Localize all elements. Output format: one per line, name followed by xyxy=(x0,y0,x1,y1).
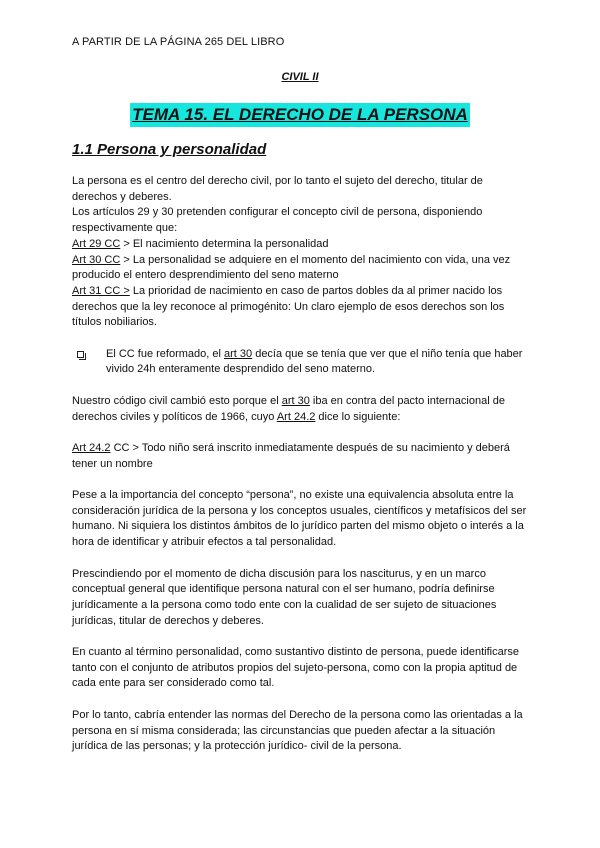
article-30-line xyxy=(72,253,528,284)
spacer xyxy=(72,692,528,708)
spacer xyxy=(72,378,528,394)
article-30-text: > La personalidad se adquiere en el momento del nacimiento con vida, una vez producido el entero desprendimiento del seno materno xyxy=(72,253,511,282)
article-242-line xyxy=(72,441,528,472)
article-29-line xyxy=(72,237,528,253)
document-body xyxy=(72,174,528,755)
paragraph-personality: En cuanto al término personalidad, como sustantivo distinto de persona, puede identificarse tanto con el conjunto de atributos propios del sujeto-persona, como con la propia aptitud de cada ente para ser considerado como tal. xyxy=(72,646,519,690)
topic-title: TEMA 15. EL DERECHO DE LA PERSONA xyxy=(130,103,470,127)
article-31-line xyxy=(72,284,528,331)
article-31-text: La prioridad de nacimiento en caso de partos dobles da al primer nacido los derechos que la ley reconoce al primogénito: Un claro ejemplo de esos derechos son los títulos nobiliarios. xyxy=(72,284,505,329)
article-31-ref: Art 31 CC > xyxy=(72,284,130,297)
paragraph-intro: La persona es el centro del derecho civil, por lo tanto el sujeto del derecho, titular de derechos y deberes. xyxy=(72,175,483,203)
section-heading: 1.1 Persona y personalidad xyxy=(72,141,267,158)
paragraph-conclusion: Por lo tanto, cabría entender las normas del Derecho de la persona como las orientadas a la persona en sí misma considerada; las circunstancias que pueden afectar a la situación jurídica de las personas; y la protección jurídico- civil de la persona. xyxy=(72,708,523,753)
reform-text-b: iba en contra del pacto internacional de derechos civiles y políticos de 1966, cuyo xyxy=(72,394,505,423)
spacer xyxy=(72,425,528,441)
reform-art242-ref: Art 24.2 xyxy=(276,410,316,423)
paragraph-concept: Pese a la importancia del concepto “persona”, no existe una equivalencia absoluta entre la consideración jurídica de la persona y los conceptos usuales, científicos y metafísicos del ser humano. Ni siquiera los distintos ámbitos de lo jurídico parten del mismo objeto o interés a la hora de identificar y atribuir efectos a tal personalidad. xyxy=(72,489,527,549)
reform-text-a: Nuestro código civil cambió esto porque el xyxy=(72,394,282,407)
spacer xyxy=(72,629,528,645)
paragraph-articles-intro: Los artículos 29 y 30 pretenden configurar el concepto civil de persona, disponiendo respectivamente que: xyxy=(72,206,483,235)
reform-art30-ref: art 30 xyxy=(281,394,310,407)
article-30-ref: Art 30 CC xyxy=(72,253,121,266)
paragraph-reform xyxy=(72,394,528,425)
article-242-text: CC > Todo niño será inscrito inmediatamente después de su nacimiento y deberá tener un nombre xyxy=(72,441,510,470)
bullet-text-a: El CC fue reformado, el xyxy=(106,347,224,360)
paragraph-definition: Prescindiendo por el momento de dicha discusión para los nasciturus, y en un marco conceptual general que identifique persona natural con el ser humano, podría definirse jurídicamente a la persona como todo ente con la cualidad de ser sujeto de situaciones jurídicas, titular de derechos y deberes. xyxy=(72,567,497,627)
bullet-art30-ref: art 30 xyxy=(224,347,253,360)
article-242-ref: Art 24.2 xyxy=(72,441,111,454)
spacer xyxy=(72,472,528,488)
article-29-ref: Art 29 CC xyxy=(72,237,121,250)
bullet-item xyxy=(72,347,528,378)
course-title: CIVIL II xyxy=(281,71,319,83)
bullet-text-b: decía que se tenía que ver que el niño tenía que haber vivido 24h enteramente desprendido del seno materno. xyxy=(106,347,523,376)
article-29-text: > El nacimiento determina la personalidad xyxy=(120,237,329,250)
checkbox-bullet-icon xyxy=(77,351,84,358)
reform-text-c: dice lo siguiente: xyxy=(315,410,401,423)
header-note: A PARTIR DE LA PÁGINA 265 DEL LIBRO xyxy=(72,36,285,48)
spacer xyxy=(72,331,528,347)
spacer xyxy=(72,551,528,567)
title-wrapper xyxy=(0,103,600,127)
